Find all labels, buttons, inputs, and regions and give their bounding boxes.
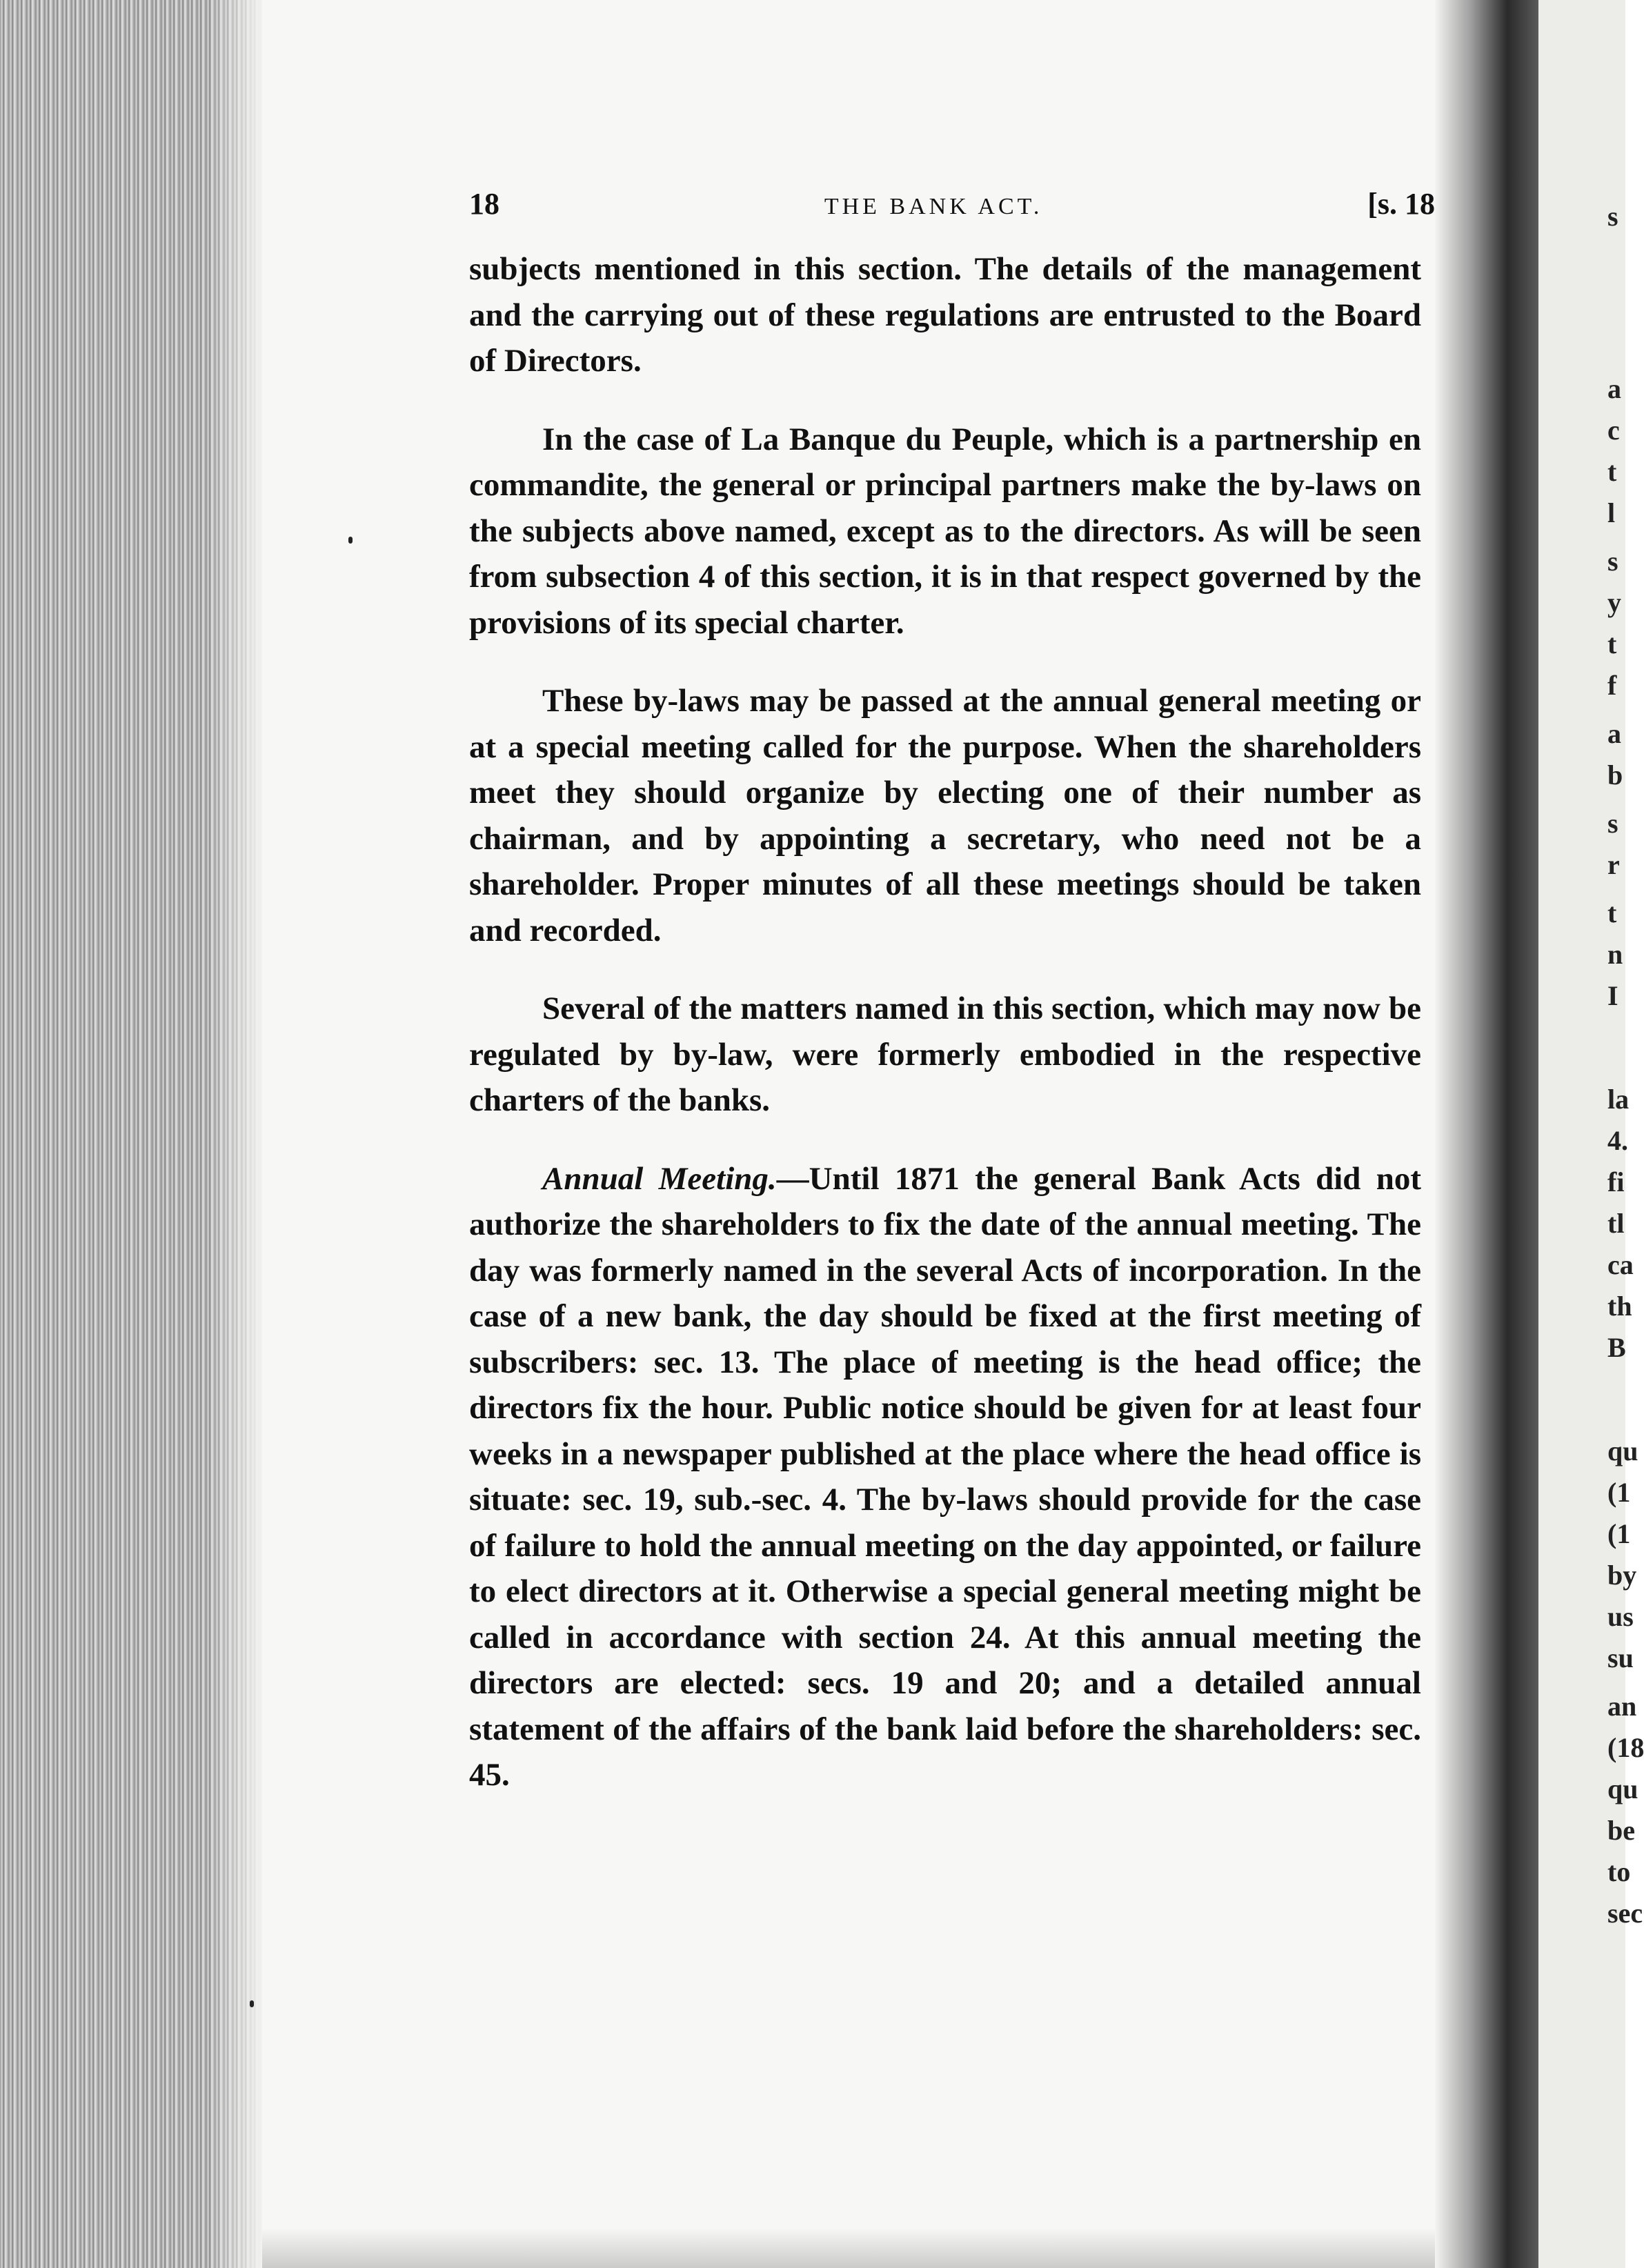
page-number: 18 (469, 187, 499, 221)
facing-page-fragment: f (1607, 670, 1617, 701)
binding-gutter-shadow (1435, 0, 1538, 2268)
facing-page-fragment: r (1607, 849, 1620, 880)
facing-page-fragment: a (1607, 373, 1621, 404)
facing-page-fragment: t (1607, 456, 1617, 487)
facing-page-fragment: n (1607, 939, 1623, 970)
facing-page-fragment: qu (1607, 1435, 1638, 1466)
running-header (469, 186, 1435, 221)
facing-page-fragment: qu (1607, 1773, 1638, 1804)
facing-page-fragment: y (1607, 587, 1621, 618)
facing-page-fragment: be (1607, 1815, 1635, 1846)
facing-page-fragment: I (1607, 980, 1618, 1011)
bottom-edge-shadow (262, 2228, 1435, 2268)
paragraph-banque-du-peuple: In the case of La Banque du Peuple, which is a partnership en commandite, the general or principal partners make the by-laws on the subjects above named, except as to the directors. As will be seen from subsection 4 of this section, it is in that respect governed by the provisions of its special charter. (469, 421, 1421, 641)
paragraph-continuation: subjects mentioned in this section. The details of the management and the carrying out of these regulations are entrusted to the Board of Directors. (469, 251, 1421, 379)
scan-speck (348, 537, 353, 544)
facing-page-fragment: sec (1607, 1898, 1643, 1929)
page-body (469, 186, 1435, 1831)
facing-page-fragment: c (1607, 415, 1620, 446)
facing-page-fragment: an (1607, 1691, 1637, 1722)
facing-page-fragment: s (1607, 546, 1618, 577)
facing-page-fragment: l (1607, 497, 1616, 528)
facing-page-fragment: by (1607, 1560, 1637, 1591)
facing-page-fragment: fi (1607, 1166, 1625, 1197)
facing-page-fragment: t (1607, 628, 1617, 659)
facing-page-fragment: s (1607, 808, 1618, 839)
facing-page-fragment: B (1607, 1332, 1626, 1363)
facing-page-fragment: t (1607, 897, 1617, 928)
paragraph-charters: Several of the matters named in this section, which may now be regulated by by-law, were formerly embodied in the respective charters of the banks. (469, 991, 1421, 1118)
paragraph-by-laws-meetings: These by-laws may be passed at the annual general meeting or at a special meeting called for the purpose. When the shareholders meet they should organize by electing one of their number as chairman, and by appointing a secretary, who need not be a shareholder. Proper minutes of all these meetings should be taken and recorded. (469, 683, 1421, 948)
annual-meeting-heading: Annual Meeting. (542, 1160, 777, 1197)
section-reference: [s. 18 (1367, 187, 1435, 221)
facing-page-fragment: su (1607, 1642, 1634, 1673)
annual-meeting-text: —Until 1871 the general Bank Acts did not authorize the shareholders to fix the date of the annual meeting. The day was formerly named in the several Acts of incorporation. In the case of a new bank, the day should be fixed at the first meeting of subscribers: sec. 13. The place of meeting is the head office; the directors fix the hour. Public notice should be given for at least four weeks in a newspaper published at the place where the head office is situate: sec. 19, sub.-sec. 4. The by-laws should provide for the case of failure to hold the annual meeting on the day appointed, or failure to elect directors at it. Otherwise a special general meeting might be called in accordance with section 24. At this annual meeting the directors are elected: secs. 19 and 20; and a detailed annual statement of the affairs of the bank laid before the shareholders: sec. 45. (469, 1160, 1422, 1793)
facing-page-fragment: ca (1607, 1249, 1634, 1280)
facing-page-fragment: to (1607, 1856, 1631, 1887)
facing-page-fragment: s (1607, 201, 1618, 232)
facing-page-fragment: (18 (1607, 1732, 1644, 1763)
facing-page-fragment: (1 (1607, 1477, 1631, 1508)
facing-page-fragment: tl (1607, 1208, 1625, 1239)
scan-speck (250, 2000, 254, 2007)
facing-page-fragment: la (1607, 1084, 1630, 1115)
paragraph-annual-meeting (469, 1156, 1421, 1798)
book-page-edges (0, 0, 262, 2268)
facing-page-fragment: a (1607, 718, 1621, 749)
facing-page-fragment: (1 (1607, 1518, 1631, 1549)
running-title: THE BANK ACT. (824, 194, 1043, 219)
facing-page-fragment: us (1607, 1601, 1634, 1632)
facing-page-fragment: b (1607, 759, 1623, 790)
facing-page-fragment: th (1607, 1291, 1632, 1322)
facing-page-fragment: 4. (1607, 1125, 1628, 1156)
